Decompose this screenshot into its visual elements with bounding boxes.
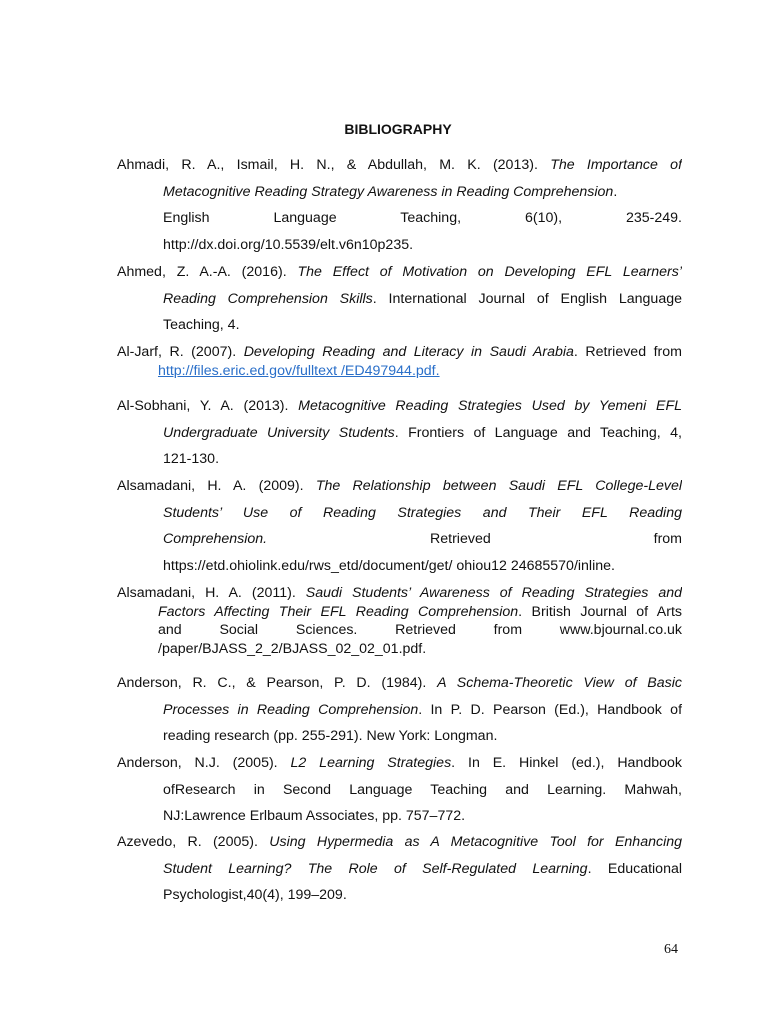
reference-line: Teaching, 4.	[163, 317, 240, 334]
reference-line: 121-130.	[163, 451, 220, 468]
reference-line: /paper/BJASS_2_2/BJASS_02_02_01.pdf.	[158, 640, 427, 657]
reference-line: Alsamadani, H. A. (2011). Saudi Students’ Awareness of Reading Strategies and	[117, 585, 682, 601]
reference-line: Undergraduate University Students. Frontiers of Language and Teaching, 4,	[163, 424, 682, 441]
reference-line: Comprehension. Retrieved from	[163, 531, 682, 548]
reference-line: Factors Affecting Their EFL Reading Comprehension. British Journal of Arts	[158, 603, 682, 620]
reference-line: Psychologist,40(4), 199–209.	[163, 887, 347, 904]
reference-entry	[117, 343, 682, 380]
reference-line: ofResearch in Second Language Teaching and Learning. Mahwah,	[163, 781, 682, 798]
reference-entry	[117, 833, 682, 913]
reference-line: Reading Comprehension Skills. International Journal of English Language	[163, 290, 682, 307]
reference-line: NJ:Lawrence Erlbaum Associates, pp. 757–772.	[163, 808, 466, 825]
reference-line: Al-Jarf, R. (2007). Developing Reading and Literacy in Saudi Arabia. Retrieved from	[117, 344, 682, 360]
reference-line: Student Learning? The Role of Self-Regulated Learning. Educational	[163, 860, 682, 877]
reference-entry	[117, 674, 682, 754]
reference-line: Processes in Reading Comprehension. In P. D. Pearson (Ed.), Handbook of	[163, 701, 682, 718]
reference-entry	[117, 754, 682, 834]
reference-line: Anderson, R. C., & Pearson, P. D. (1984). A Schema-Theoretic View of Basic	[117, 675, 682, 691]
reference-line: Ahmadi, R. A., Ismail, H. N., & Abdullah, M. K. (2013). The Importance of	[117, 157, 682, 173]
reference-entry	[117, 156, 682, 263]
page-number: 64	[664, 942, 678, 957]
reference-line: Al-Sobhani, Y. A. (2013). Metacognitive Reading Strategies Used by Yemeni EFL	[117, 398, 682, 414]
reference-line: Metacognitive Reading Strategy Awareness in Reading Comprehension.	[163, 183, 618, 200]
reference-line	[117, 362, 682, 381]
reference-link[interactable]: http://files.eric.ed.gov/fulltext /ED497944.pdf.	[158, 362, 440, 379]
reference-line: and Social Sciences. Retrieved from www.bjournal.co.uk	[158, 622, 682, 638]
reference-line: English Language Teaching, 6(10), 235-249.	[163, 210, 682, 227]
reference-entry	[117, 477, 682, 584]
page-title: BIBLIOGRAPHY	[344, 121, 452, 137]
reference-line: Alsamadani, H. A. (2009). The Relationship between Saudi EFL College-Level	[117, 478, 682, 494]
reference-line: Anderson, N.J. (2005). L2 Learning Strategies. In E. Hinkel (ed.), Handbook	[117, 755, 682, 771]
reference-line: https://etd.ohiolink.edu/rws_etd/document/get/ ohiou12 24685570/inline.	[163, 558, 615, 575]
reference-entry	[117, 584, 682, 658]
reference-line: Students’ Use of Reading Strategies and Their EFL Reading	[163, 504, 682, 521]
reference-line: reading research (pp. 255-291). New York: Longman.	[163, 728, 498, 745]
reference-entry	[117, 263, 682, 343]
doi-text: http://dx.doi.org/10.5539/elt.v6n10p235.	[163, 237, 414, 254]
reference-line: Azevedo, R. (2005). Using Hypermedia as A Metacognitive Tool for Enhancing	[117, 834, 682, 850]
reference-line: Ahmed, Z. A.-A. (2016). The Effect of Motivation on Developing EFL Learners’	[117, 264, 682, 280]
reference-entry	[117, 397, 682, 477]
